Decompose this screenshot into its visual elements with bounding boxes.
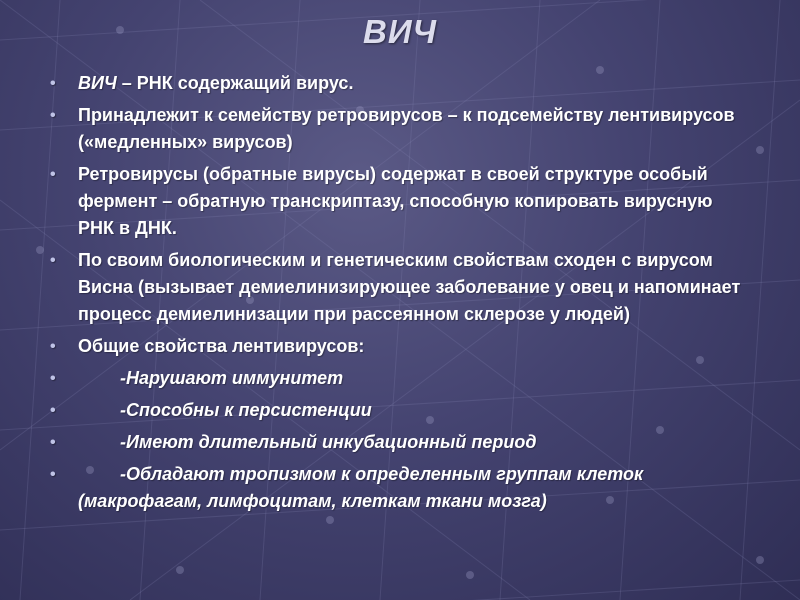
bullet-dot-icon: •	[50, 107, 56, 124]
bullet-text: Общие свойства лентивирусов:	[78, 336, 365, 356]
bullet-item	[48, 70, 748, 97]
bullet-item	[48, 333, 748, 360]
bullet-list	[48, 70, 748, 520]
bullet-item	[48, 397, 748, 424]
bullet-dot-icon: •	[50, 466, 56, 483]
bullet-item	[48, 429, 748, 456]
bullet-text: – РНК содержащий вирус.	[116, 73, 354, 93]
bullet-text: -Нарушают иммунитет	[120, 368, 344, 388]
bullet-item	[48, 247, 748, 328]
bullet-item	[48, 365, 748, 392]
bullet-dot-icon: •	[50, 166, 56, 183]
bullet-item	[48, 102, 748, 156]
bullet-text: По своим биологическим и генетическим свойствам сходен с вирусом Висна (вызывает демиелинизирующее заболевание у овец и напоминает процесс демиелинизации при рассеянном склерозе у людей)	[78, 250, 741, 324]
bullet-dot-icon: •	[50, 434, 56, 451]
bullet-text: -Имеют длительный инкубационный период	[120, 432, 537, 452]
bullet-dot-icon: •	[50, 370, 56, 387]
bullet-text: -Обладают тропизмом к определенным группам клеток (макрофагам, лимфоцитам, клеткам ткани мозга)	[78, 464, 644, 511]
bullet-dot-icon: •	[50, 338, 56, 355]
bullet-dot-icon: •	[50, 252, 56, 269]
bullet-text: Принадлежит к семейству ретровирусов – к подсемейству лентивирусов («медленных» вирусов)	[78, 105, 735, 152]
bullet-lead: ВИЧ	[78, 73, 117, 93]
bullet-dot-icon: •	[50, 75, 56, 92]
slide-title: ВИЧ	[363, 13, 437, 50]
bullet-text: -Способны к персистенции	[120, 400, 372, 420]
bullet-item	[48, 161, 748, 242]
bullet-dot-icon: •	[50, 402, 56, 419]
bullet-item	[48, 461, 748, 515]
bullet-text: Ретровирусы (обратные вирусы) содержат в своей структуре особый фермент – обратную транскриптазу, способную копировать вирусную РНК в ДНК.	[78, 164, 713, 238]
